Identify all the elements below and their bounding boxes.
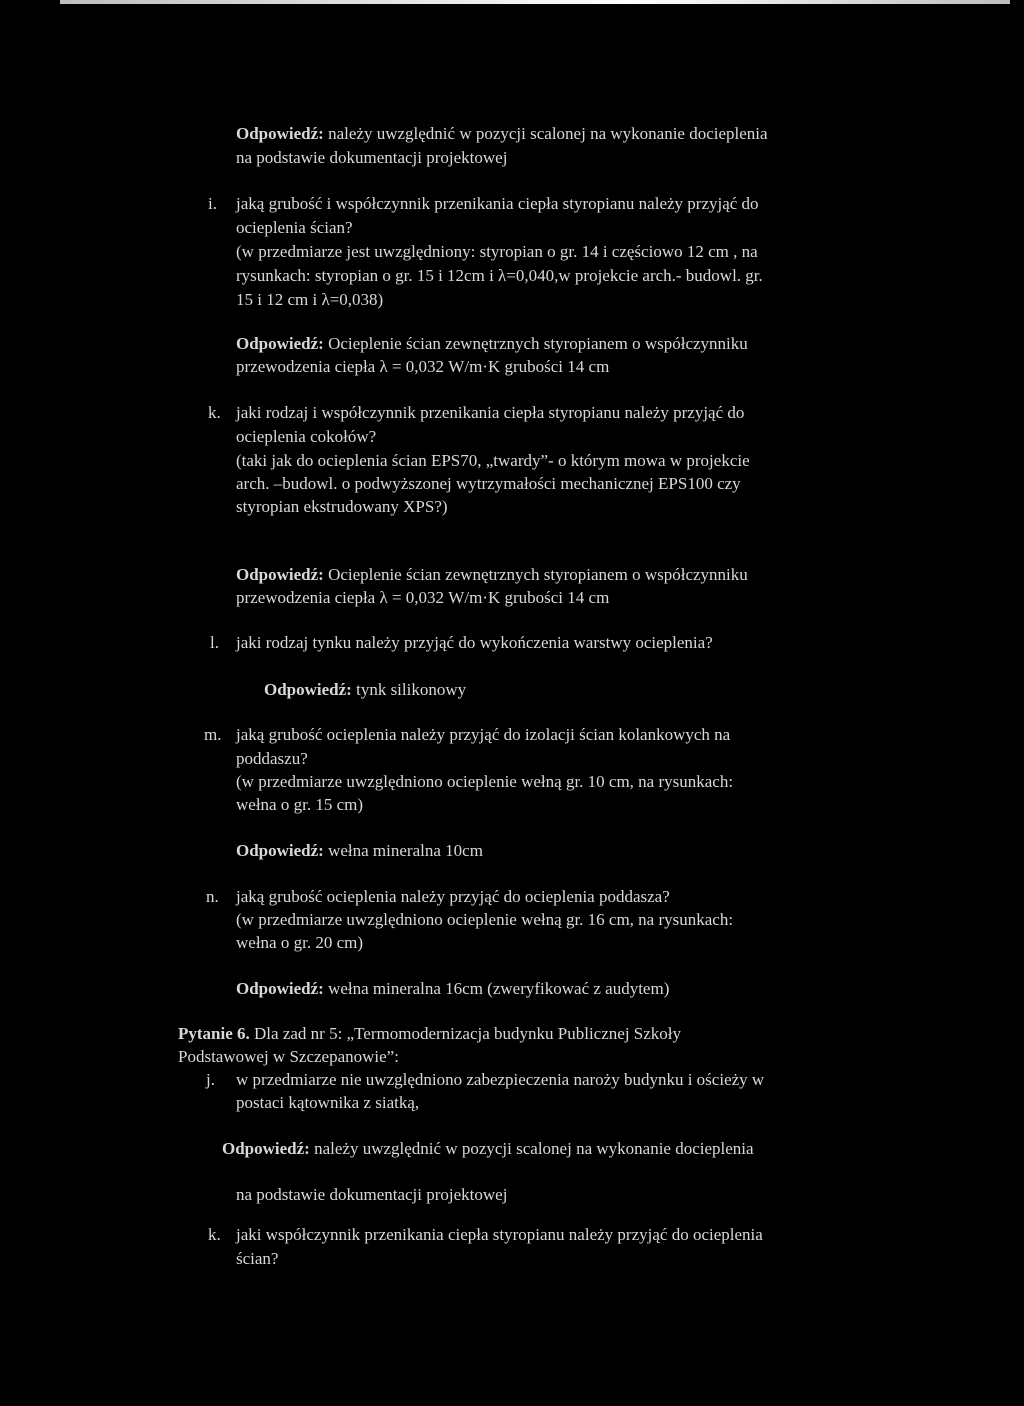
question-k2-line-1: jaki współczynnik przenikania ciepła styropianu należy przyjąć do ocieplenia (236, 1225, 763, 1244)
answer-3-text-1: Ocieplenie ścian zewnętrznych styropianem o współczynniku (328, 565, 748, 584)
question-m-line-2: poddaszu? (236, 749, 308, 768)
question-6-label: Pytanie 6. (178, 1024, 250, 1043)
question-n-line-1: jaką grubość ocieplenia należy przyjąć do ocieplenia poddasza? (236, 887, 670, 906)
question-n-marker: n. (206, 887, 219, 906)
answer-1-text-1: należy uwzględnić w pozycji scalonej na wykonanie docieplenia (328, 124, 768, 143)
answer-7-line-1 (222, 1139, 754, 1159)
answer-label: Odpowiedź: (236, 565, 324, 584)
answer-4 (264, 680, 466, 700)
question-l-marker: l. (210, 633, 219, 652)
question-i-line-1: jaką grubość i współczynnik przenikania ciepła styropianu należy przyjąć do (236, 194, 759, 213)
question-j-marker: j. (206, 1070, 215, 1089)
question-k-line-2: ocieplenia cokołów? (236, 427, 377, 446)
question-m-line-4: wełna o gr. 15 cm) (236, 795, 363, 814)
answer-1-line-2: na podstawie dokumentacji projektowej (236, 148, 508, 167)
answer-label: Odpowiedź: (236, 334, 324, 353)
question-i-line-2: ocieplenia ścian? (236, 218, 353, 237)
question-6-line-1 (178, 1024, 681, 1044)
question-k-line-4: arch. –budowl. o podwyższonej wytrzymałości mechanicznej EPS100 czy (236, 474, 741, 493)
question-i-marker: i. (208, 194, 217, 213)
question-k2-marker: k. (208, 1225, 221, 1244)
question-6-line-2: Podstawowej w Szczepanowie”: (178, 1047, 399, 1066)
question-k-line-5: styropian ekstrudowany XPS?) (236, 497, 448, 516)
answer-label: Odpowiedź: (264, 680, 352, 699)
answer-label: Odpowiedź: (222, 1139, 310, 1158)
answer-7-line-2: na podstawie dokumentacji projektowej (236, 1185, 508, 1204)
question-n-line-3: wełna o gr. 20 cm) (236, 933, 363, 952)
answer-label: Odpowiedź: (236, 124, 324, 143)
answer-3-line-1 (236, 565, 748, 585)
answer-6 (236, 979, 669, 999)
answer-7-text-1: należy uwzględnić w pozycji scalonej na wykonanie docieplenia (314, 1139, 754, 1158)
question-i-line-3: (w przedmiarze jest uwzględniony: styropian o gr. 14 i częściowo 12 cm , na (236, 242, 758, 261)
answer-2-line-2: przewodzenia ciepła λ = 0,032 W/m·K grubości 14 cm (236, 357, 610, 376)
answer-4-text: tynk silikonowy (356, 680, 467, 699)
question-j-line-2: postaci kątownika z siatką, (236, 1093, 420, 1112)
answer-label: Odpowiedź: (236, 979, 324, 998)
question-l-line-1: jaki rodzaj tynku należy przyjąć do wykończenia warstwy ocieplenia? (236, 633, 713, 652)
question-k2-line-2: ścian? (236, 1249, 279, 1268)
answer-2-line-1 (236, 334, 748, 354)
answer-label: Odpowiedź: (236, 841, 324, 860)
top-rule (60, 0, 1010, 4)
question-k-line-3: (taki jak do ocieplenia ścian EPS70, „twardy”- o którym mowa w projekcie (236, 451, 750, 470)
answer-1-line-1 (236, 124, 768, 144)
question-k-marker: k. (208, 403, 221, 422)
question-i-line-5: 15 i 12 cm i λ=0,038) (236, 290, 384, 309)
question-m-marker: m. (204, 725, 222, 744)
question-j-line-1: w przedmiarze nie uwzględniono zabezpieczenia naroży budynku i ościeży w (236, 1070, 765, 1089)
answer-2-text-1: Ocieplenie ścian zewnętrznych styropianem o współczynniku (328, 334, 748, 353)
answer-6-text: wełna mineralna 16cm (zweryfikować z audytem) (328, 979, 670, 998)
answer-5-text: wełna mineralna 10cm (328, 841, 483, 860)
question-n-line-2: (w przedmiarze uwzględniono ocieplenie wełną gr. 16 cm, na rysunkach: (236, 910, 734, 929)
answer-5 (236, 841, 483, 861)
question-6-text-1: Dla zad nr 5: „Termomodernizacja budynku Publicznej Szkoły (254, 1024, 682, 1043)
question-m-line-3: (w przedmiarze uwzględniono ocieplenie wełną gr. 10 cm, na rysunkach: (236, 772, 734, 791)
question-k-line-1: jaki rodzaj i współczynnik przenikania ciepła styropianu należy przyjąć do (236, 403, 745, 422)
question-m-line-1: jaką grubość ocieplenia należy przyjąć do izolacji ścian kolankowych na (236, 725, 731, 744)
answer-3-line-2: przewodzenia ciepła λ = 0,032 W/m·K grubości 14 cm (236, 588, 610, 607)
question-i-line-4: rysunkach: styropian o gr. 15 i 12cm i λ=0,040,w projekcie arch.- budowl. gr. (236, 266, 763, 285)
